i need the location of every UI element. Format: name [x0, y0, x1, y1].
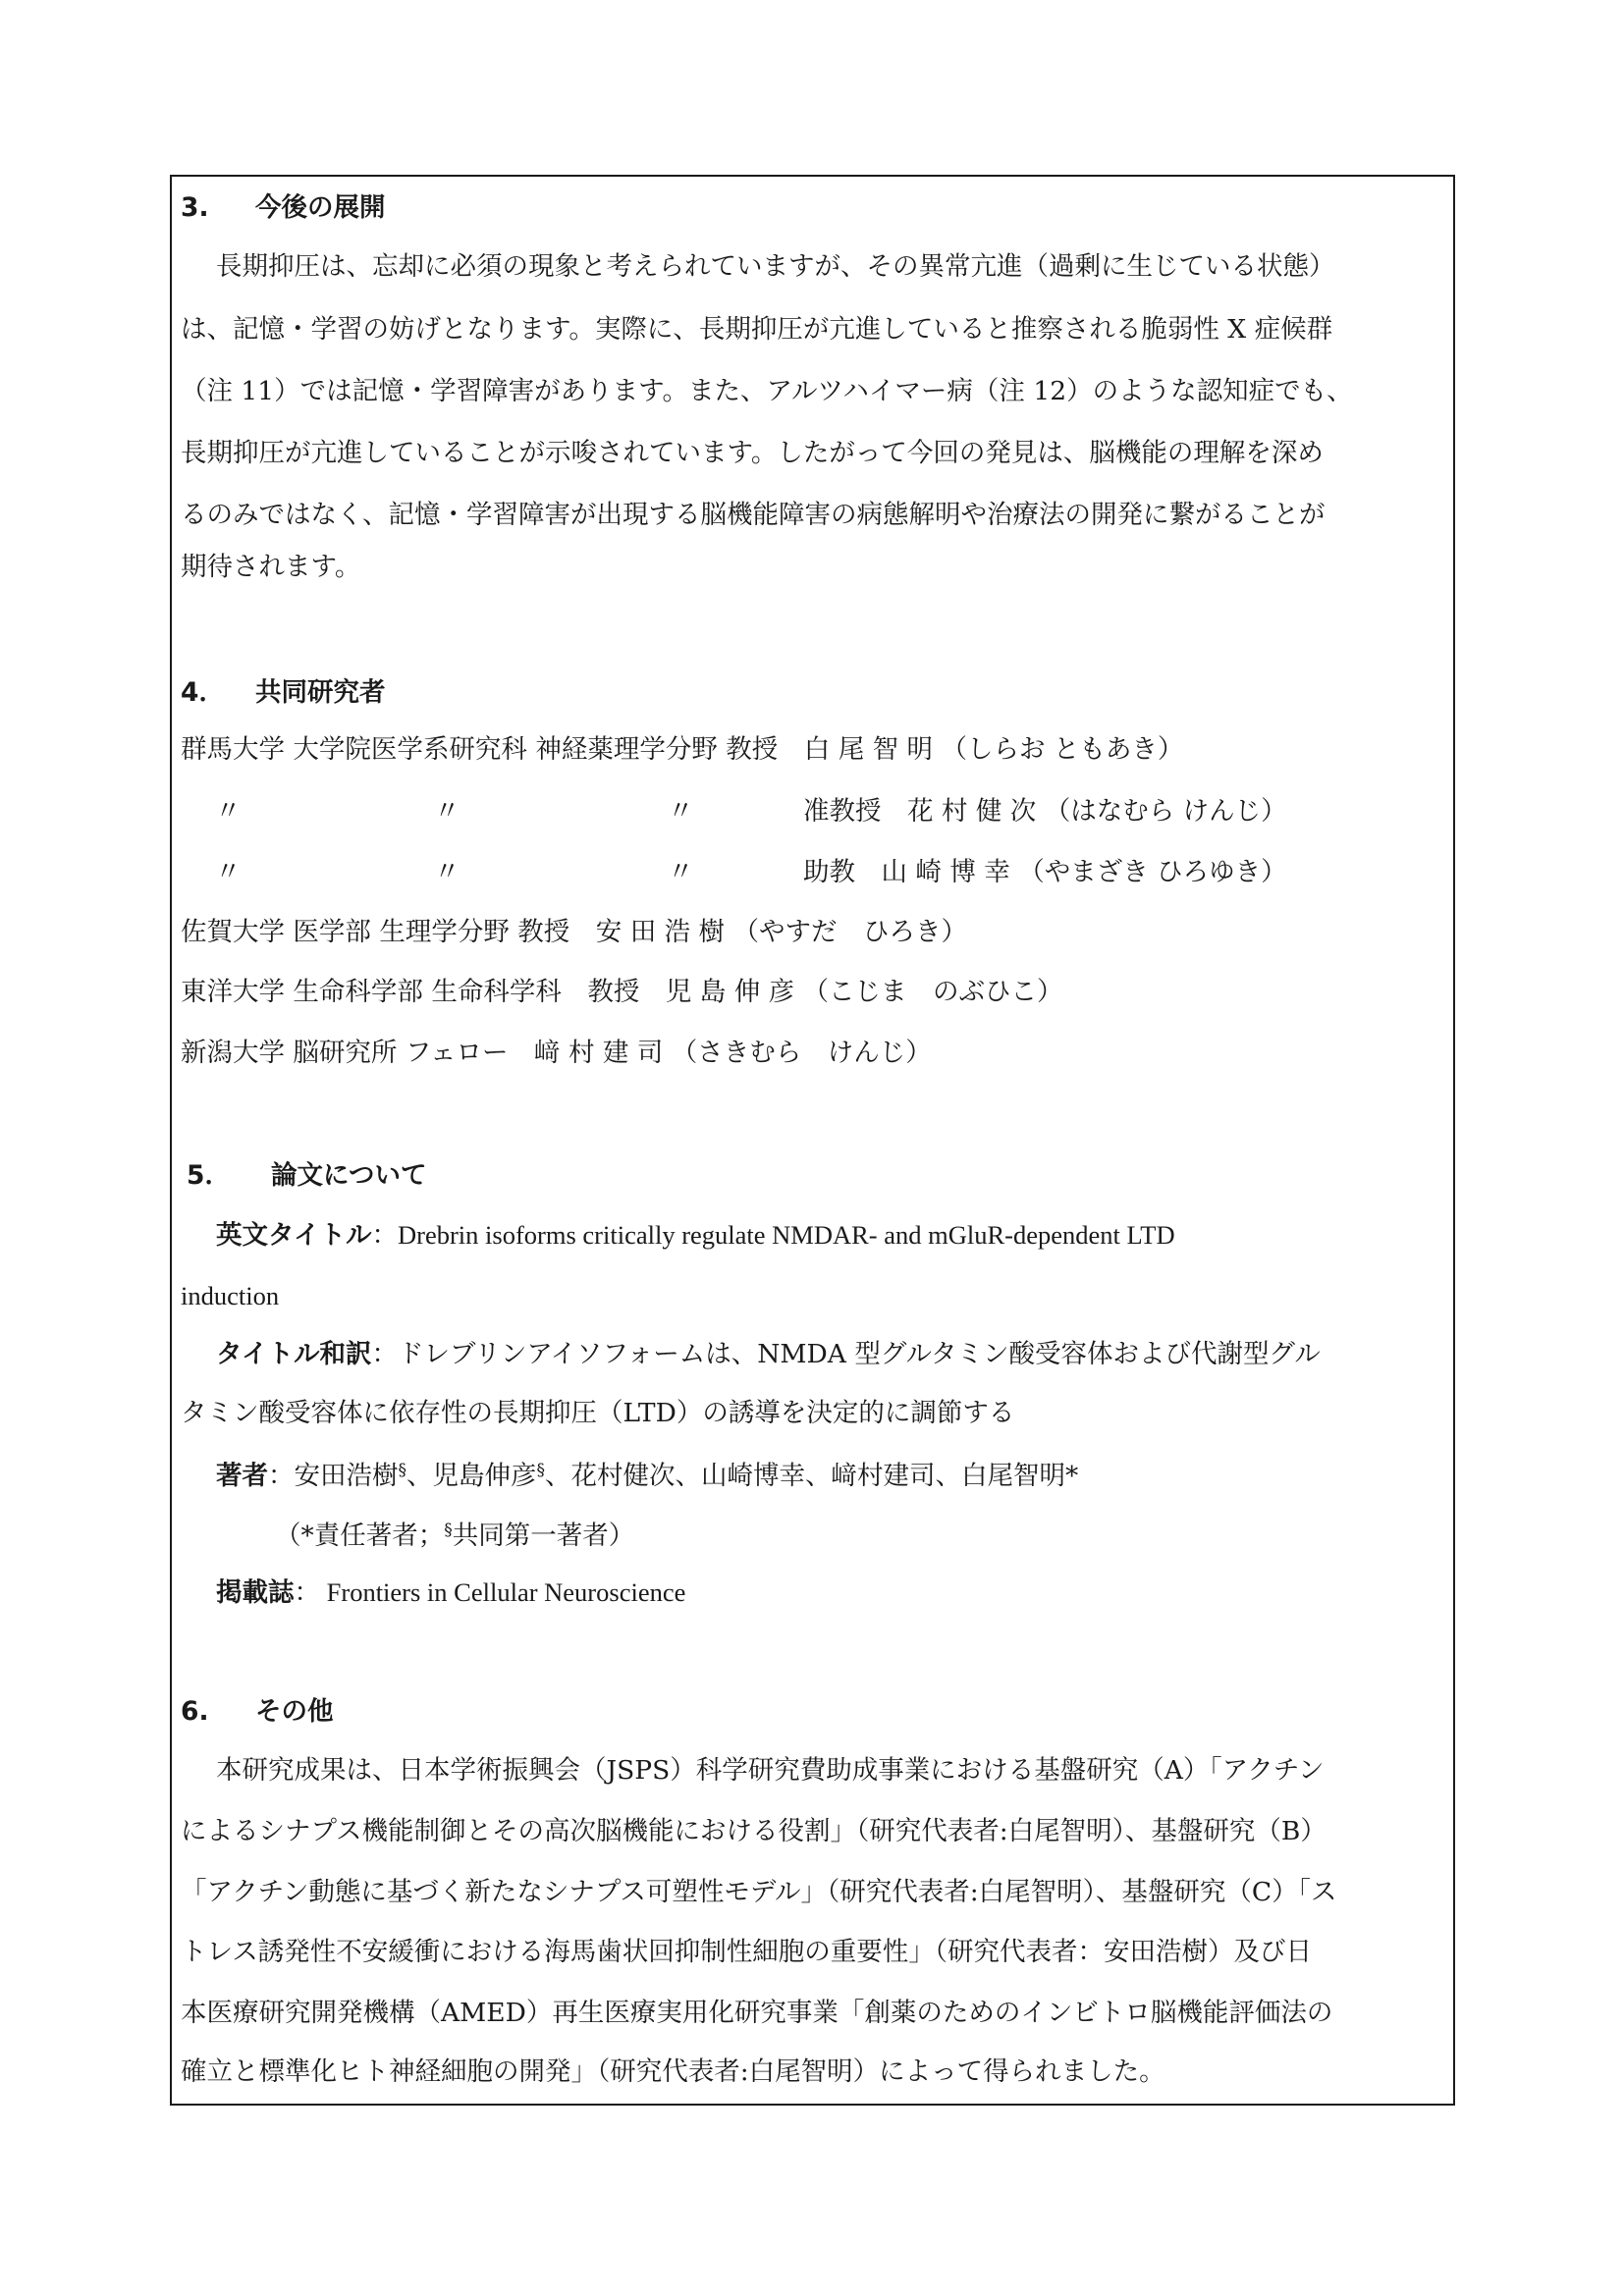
researcher-row-5: 東洋大学 生命科学部 生命科学科 教授 児 島 伸 彦 （こじま のぶひこ） [181, 977, 1063, 1007]
section-3-heading: 3. 今後の展開 [181, 192, 386, 223]
ditto-mark: 〃 [215, 857, 242, 887]
section-3-line-1: 長期抑圧は、忘却に必須の現象と考えられていますが、その異常亢進（過剰に生じている状態） [216, 251, 1335, 282]
section-3-line-4: 長期抑圧が亢進していることが示唆されています。したがって今回の発見は、脳機能の理解を深め [181, 438, 1324, 468]
ditto-mark: 〃 [668, 796, 694, 827]
section-3-line-3: （注 11）では記憶・学習障害があります。また、アルツハイマー病（注 12）のような認知症でも、 [181, 376, 1353, 406]
section-3-line-5: るのみではなく、記憶・学習障害が出現する脳機能障害の病態解明や治療法の開発に繋がることが [181, 500, 1326, 530]
researcher-row-6: 新潟大学 脳研究所 フェロー 﨑 村 建 司 （さきむら けんじ） [181, 1038, 932, 1068]
journal: 掲載誌： Frontiers in Cellular Neuroscience [216, 1577, 686, 1608]
authors: 著者：安田浩樹§、児島伸彦§、花村健次、山崎博幸、﨑村建司、白尾智明* [216, 1461, 1079, 1491]
section-6-line-5: 本医療研究開発機構（AMED）再生医療実用化研究事業「創薬のためのインビトロ脳機能評価法の [181, 1998, 1333, 2028]
ditto-mark: 〃 [215, 796, 242, 827]
english-title: 英文タイトル：Drebrin isoforms critically regulate NMDAR- and mGluR-dependent LTD [216, 1220, 1175, 1251]
section-6-line-4: トレス誘発性不安緩衝における海馬歯状回抑制性細胞の重要性」（研究代表者：安田浩樹）及び日 [181, 1937, 1312, 1967]
section-6-line-2: によるシナプス機能制御とその高次脳機能における役割」（研究代表者:白尾智明）、基盤研究（B） [181, 1816, 1326, 1846]
authors-note: （*責任著者；§共同第一著者） [275, 1521, 635, 1551]
researcher-row-4: 佐賀大学 医学部 生理学分野 教授 安 田 浩 樹 （やすだ ひろき） [181, 917, 967, 947]
researcher-row-2: 准教授 花 村 健 次 （はなむら けんじ） [803, 796, 1287, 827]
researcher-row-3: 助教 山 崎 博 幸 （やまざき ひろゆき） [803, 857, 1287, 887]
english-title-continued: induction [181, 1281, 280, 1310]
section-6-heading: 6. その他 [181, 1696, 334, 1727]
section-5-heading: 5． 論文について [187, 1160, 427, 1191]
section-3-line-6: 期待されます。 [181, 552, 361, 582]
researcher-row-1: 群馬大学 大学院医学系研究科 神経薬理学分野 教授 白 尾 智 明 （しらお ともあき） [181, 734, 1184, 765]
japanese-title-continued: タミン酸受容体に依存性の長期抑圧（LTD）の誘導を決定的に調節する [181, 1398, 1015, 1428]
section-6-line-3: 「アクチン動態に基づく新たなシナプス可塑性モデル」（研究代表者:白尾智明）、基盤研究（C）「ス [181, 1877, 1337, 1907]
section-3-line-2: は、記憶・学習の妨げとなります。実際に、長期抑圧が亢進していると推察される脆弱性 X 症候群 [181, 314, 1333, 345]
ditto-mark: 〃 [668, 857, 694, 887]
section-4-heading: 4． 共同研究者 [181, 677, 386, 708]
section-6-line-1: 本研究成果は、日本学術振興会（JSPS）科学研究費助成事業における基盤研究（A）「アクチン [216, 1755, 1325, 1786]
section-6-line-6: 確立と標準化ヒト神経細胞の開発」（研究代表者:白尾智明）によって得られました。 [181, 2056, 1165, 2087]
ditto-mark: 〃 [434, 857, 460, 887]
japanese-title: タイトル和訳：ドレブリンアイソフォームは、NMDA 型グルタミン酸受容体および代謝型グル [216, 1339, 1321, 1369]
ditto-mark: 〃 [434, 796, 460, 827]
